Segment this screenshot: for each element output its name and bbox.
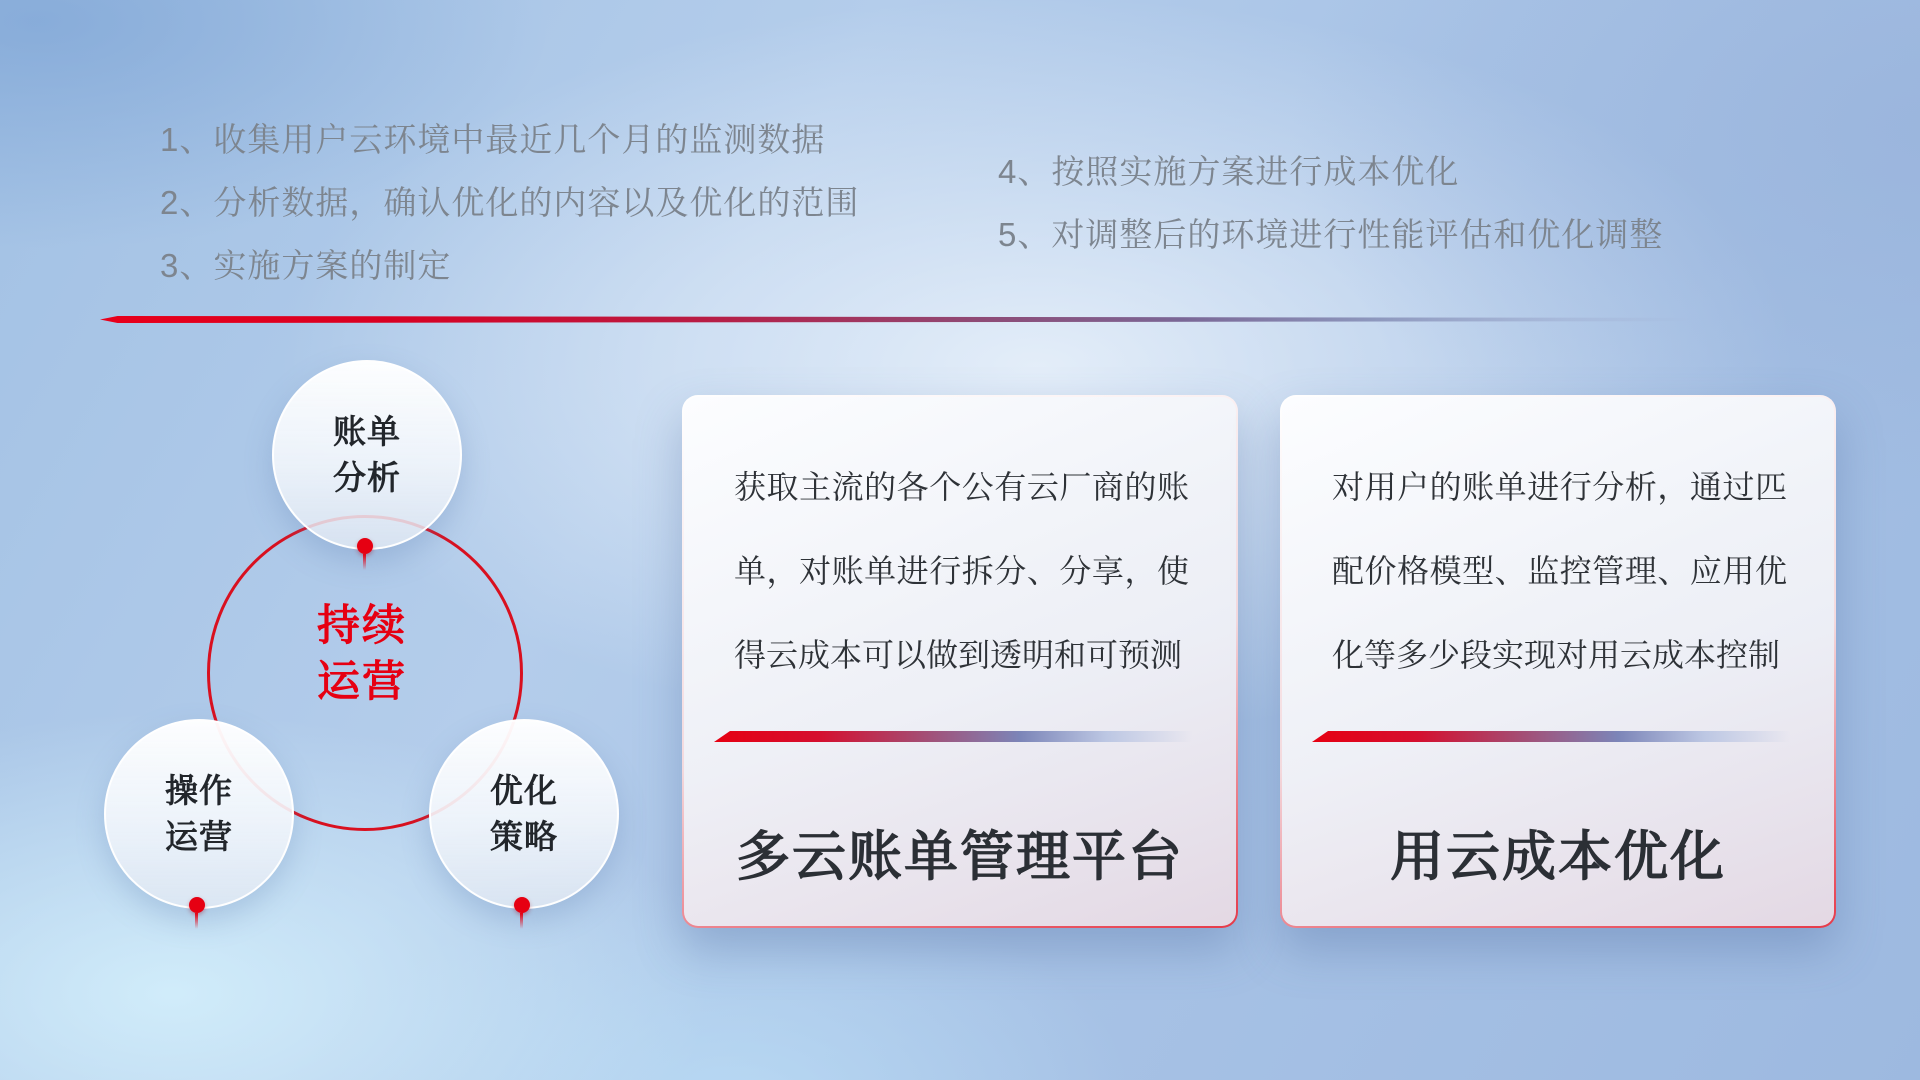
node-optimization-strategy-label — [490, 768, 558, 860]
node-billing-analysis-label — [333, 409, 401, 501]
process-step-1: 1、收集用户云环境中最近几个月的监测数据 — [160, 121, 826, 158]
node-operation-management-label — [165, 768, 233, 860]
node-billing-analysis — [272, 360, 462, 550]
node-label-line: 分析 — [333, 459, 401, 496]
process-steps-left — [160, 108, 859, 297]
connector-dot-bottom-right — [514, 897, 530, 913]
process-step-4: 4、按照实施方案进行成本优化 — [998, 153, 1460, 190]
card-description: 对用户的账单进行分析，通过匹配价格模型、监控管理、应用优化等多少段实现对用云成本控制 — [1332, 469, 1787, 673]
node-optimization-strategy — [429, 719, 619, 909]
node-label-line: 优化 — [490, 772, 558, 809]
process-step-5: 5、对调整后的环境进行性能评估和优化调整 — [998, 216, 1664, 253]
process-step-3: 3、实施方案的制定 — [160, 247, 452, 284]
connector-dot-top — [357, 538, 373, 554]
connector-dot-bottom-left — [189, 897, 205, 913]
node-label-line: 策略 — [490, 818, 558, 855]
connector-tail-bottom-right — [520, 913, 523, 929]
divider-line — [100, 316, 1692, 323]
node-label-line: 运营 — [165, 818, 233, 855]
node-label-line: 操作 — [165, 772, 233, 809]
card-description: 获取主流的各个公有云厂商的账单，对账单进行拆分、分享，使得云成本可以做到透明和可预测 — [734, 469, 1189, 673]
node-operation-management — [104, 719, 294, 909]
process-step-2: 2、分析数据，确认优化的内容以及优化的范围 — [160, 184, 860, 221]
connector-tail-top — [363, 554, 366, 570]
node-label-line: 账单 — [333, 413, 401, 450]
card-multicloud-billing — [682, 395, 1238, 928]
card-accent-bar — [1312, 731, 1790, 742]
cycle-center-line: 持续 — [317, 602, 407, 650]
process-steps-right — [998, 140, 1663, 266]
cycle-center-label — [207, 598, 517, 710]
connector-tail-bottom-left — [195, 913, 198, 929]
card-title: 用云成本优化 — [1390, 827, 1726, 887]
cycle-center-line: 运营 — [317, 658, 407, 706]
card-title: 多云账单管理平台 — [736, 827, 1184, 887]
card-cloud-cost-optimization — [1280, 395, 1836, 928]
card-accent-bar — [714, 731, 1192, 742]
